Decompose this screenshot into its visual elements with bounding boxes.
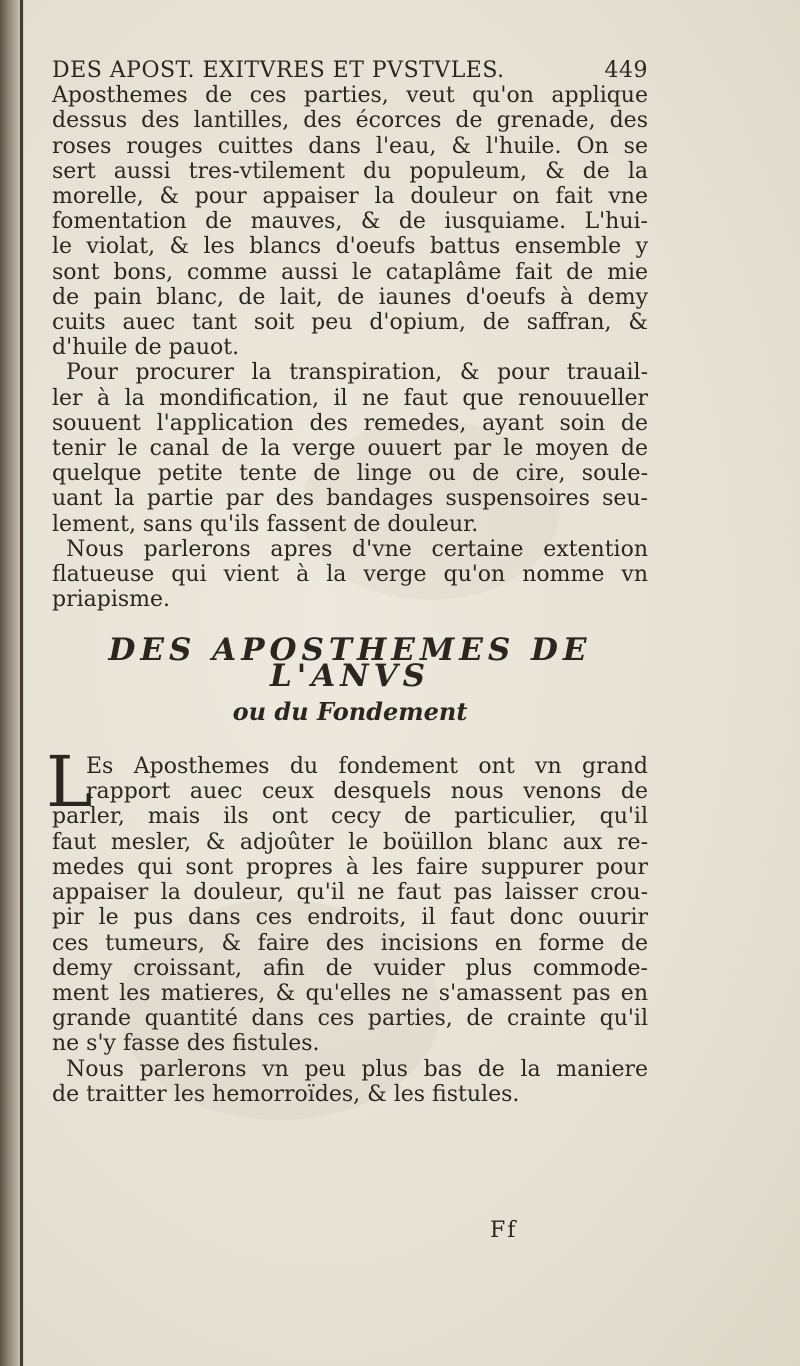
text-line: cuits auec tant soit peu d'opium, de saffran, & <box>52 310 648 336</box>
text-line: d'huile de pauot. <box>52 335 240 361</box>
text-line: de pain blanc, de lait, de iaunes d'oeufs à demy <box>52 284 648 310</box>
text-line: de traitter les hemorroïdes, & les fistules. <box>52 1081 520 1107</box>
text-line: sont bons, comme aussi le cataplâme fait de mie <box>52 259 648 285</box>
text-line: rapport auec ceux desquels nous venons de <box>86 779 648 805</box>
text-line: flatueuse qui vient à la verge qu'on nomme vn <box>52 562 648 588</box>
text-line: ler à la mondification, il ne faut que renouueller <box>52 385 648 411</box>
running-title: DES APOST. EXITVRES ET PVSTVLES. <box>52 58 505 83</box>
paragraph-4-lines <box>52 754 648 1056</box>
text-line: medes qui sont propres à les faire suppurer pour <box>52 854 648 880</box>
text-line: roses rouges cuittes dans l'eau, & l'huile. On se <box>52 133 648 159</box>
binding-edge <box>20 0 23 1366</box>
text-line: demy croissant, afin de vuider plus commode- <box>52 955 648 981</box>
paragraph-3 <box>52 537 648 613</box>
text-line: lement, sans qu'ils fassent de douleur. <box>52 511 479 537</box>
text-line: Nous parlerons apres d'vne certaine extention <box>66 536 648 562</box>
page-text <box>46 58 648 1107</box>
text-line: ne s'y fasse des fistules. <box>52 1031 320 1057</box>
text-line: quelque petite tente de linge ou de cire, soule- <box>52 461 648 487</box>
text-line: tenir le canal de la verge ouuert par le moyen de <box>52 436 648 462</box>
running-header <box>52 58 648 83</box>
text-line: ment les matieres, & qu'elles ne s'amassent pas en <box>52 980 648 1006</box>
text-line: morelle, & pour appaiser la douleur on fait vne <box>52 184 648 210</box>
text-line: Pour procurer la transpiration, & pour trauail- <box>66 360 648 386</box>
text-line: le violat, & les blancs d'oeufs battus ensemble y <box>52 234 648 260</box>
paragraph-1 <box>52 83 648 360</box>
text-line: grande quantité dans ces parties, de crainte qu'il <box>52 1006 648 1032</box>
page-number: 449 <box>604 58 648 83</box>
text-line: sert aussi tres-vtilement du populeum, & de la <box>52 158 648 184</box>
text-line: fomentation de mauves, & de iusquiame. L'hui- <box>52 209 648 235</box>
text-line: Aposthemes de ces parties, veut qu'on applique <box>52 83 648 109</box>
section-title: DES APOSTHEMES DE L'ANVS <box>108 632 592 694</box>
text-line: pir le pus dans ces endroits, il faut donc ouurir <box>52 905 648 931</box>
signature-mark: Ff <box>490 1218 518 1243</box>
paragraph-4 <box>46 741 648 1057</box>
paragraph-5 <box>52 1057 648 1107</box>
drop-cap: L <box>46 741 93 824</box>
text-line: appaiser la douleur, qu'il ne faut pas laisser crou- <box>52 880 648 906</box>
text-line: priapisme. <box>52 587 171 613</box>
text-line: Nous parlerons vn peu plus bas de la maniere <box>66 1056 648 1082</box>
section-subtitle: ou du Fondement <box>232 696 468 726</box>
text-line: parler, mais ils ont cecy de particulier, qu'il <box>52 804 648 830</box>
paragraph-2 <box>52 360 648 536</box>
text-line: ces tumeurs, & faire des incisions en forme de <box>52 930 648 956</box>
text-line: faut mesler, & adjoûter le boüillon blanc aux re- <box>52 829 648 855</box>
text-line: souuent l'application des remedes, ayant soin de <box>52 410 648 436</box>
text-line: uant la partie par des bandages suspensoires seu- <box>52 486 648 512</box>
text-line: dessus des lantilles, des écorces de grenade, des <box>52 108 648 134</box>
text-line: Es Aposthemes du fondement ont vn grand <box>86 754 648 780</box>
